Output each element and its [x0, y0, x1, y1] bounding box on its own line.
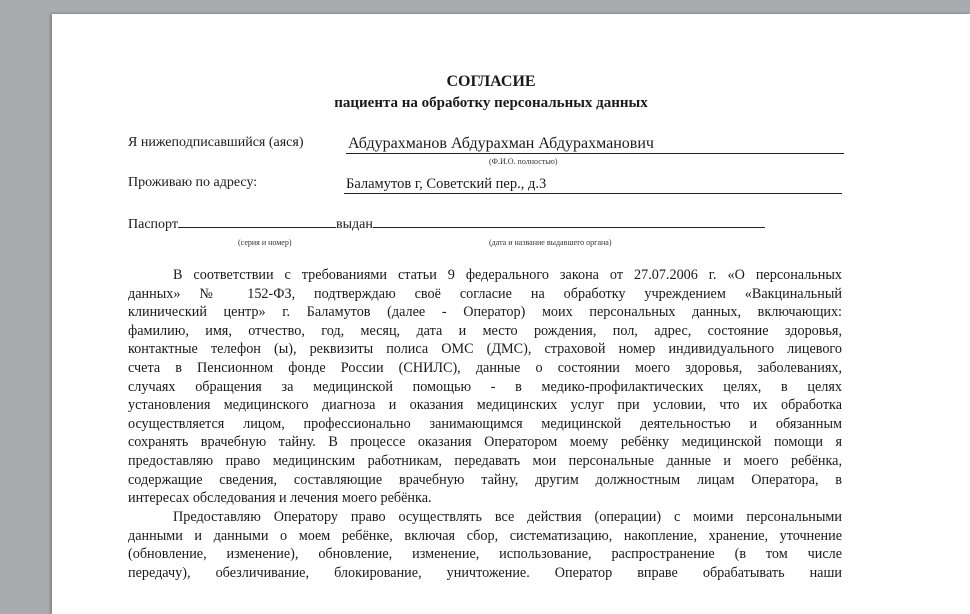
- signer-name-field: Абдурахманов Абдурахман Абдурахманович: [346, 135, 844, 154]
- address-label: Проживаю по адресу:: [128, 175, 258, 190]
- signer-label: Я нижеподписавшийся (аяся): [128, 135, 304, 150]
- address-field: Баламутов г, Советский пер., д.3: [344, 175, 842, 194]
- passport-line: [128, 214, 765, 233]
- paragraph-line: Предоставляю Оператору право осуществлять все действия (операции) с моими персональными: [173, 509, 842, 525]
- paragraph-line: содержащие сведения, составляющие врачебную тайну, другим должностным лицам Оператора, в: [128, 471, 842, 488]
- document-title: СОГЛАСИЕ: [446, 73, 536, 90]
- paragraph-line: данных» № 152-ФЗ, подтверждаю своё согласие на обработку учреждением «Вакцинальный: [128, 285, 842, 302]
- paragraph-line: счета в Пенсионном фонде России (СНИЛС), данные о состоянии моего здоровья, заболеваниях,: [128, 359, 842, 376]
- paragraph-line: (обновление, изменение), обновление, изменение, использование, распространение (в том числе: [128, 546, 842, 563]
- paragraph-line: клинический центр» г. Баламутов (далее - Оператор) моих персональных данных, включающих:: [128, 304, 842, 321]
- paragraph-line: сохранять врачебную тайну. В процессе оказания Оператором моему ребёнку медицинской помощи я: [128, 434, 842, 451]
- paragraph-line: данными и данными о моем ребёнке, включая сбор, систематизацию, накопление, хранение, уточнение: [128, 527, 842, 544]
- signer-caption: (Ф.И.О. полностью): [489, 157, 558, 166]
- paragraph-line: осуществляется лицом, профессионально занимающимся медицинской деятельностью и обязанным: [128, 415, 842, 432]
- paragraph-line: установления медицинского диагноза и оказания медицинских услуг при условии, что их обработка: [128, 397, 842, 414]
- issuer-blank: [373, 214, 765, 228]
- paragraph-line: фамилию, имя, отчество, год, месяц, дата и место рождения, пол, адрес, состояние здоровья,: [128, 322, 842, 339]
- passport-number-blank: [178, 214, 336, 228]
- passport-label: Паспорт: [128, 217, 178, 232]
- paragraph-line: предоставляю право медицинским работникам, передавать мои персональные данные и моего ребёнка,: [128, 452, 842, 469]
- paragraph-line: В соответствии с требованиями статьи 9 федерального закона от 27.07.2006 г. «О персональных: [173, 267, 842, 283]
- paragraph-line: случаях обращения за медицинской помощью - в медико-профилактических целях, в целях: [128, 378, 842, 395]
- passport-caption: (серия и номер): [238, 238, 292, 247]
- paragraph-line: передачу), обезличивание, блокирование, уничтожение. Оператор вправе обрабатывать наши: [128, 564, 842, 581]
- paragraph-line: интересах обследования и лечения моего ребёнка.: [128, 490, 432, 507]
- issuer-caption: (дата и название выдавшего органа): [489, 238, 612, 247]
- document-subtitle: пациента на обработку персональных данных: [334, 95, 648, 111]
- document-page: [52, 14, 970, 614]
- issued-label: выдан: [335, 217, 373, 232]
- paragraph-line: контактные телефон (ы), реквизиты полиса ОМС (ДМС), страховой номер индивидуального лицевого: [128, 341, 842, 358]
- consent-paragraph-2: [128, 508, 842, 582]
- consent-paragraph-1: [128, 266, 842, 508]
